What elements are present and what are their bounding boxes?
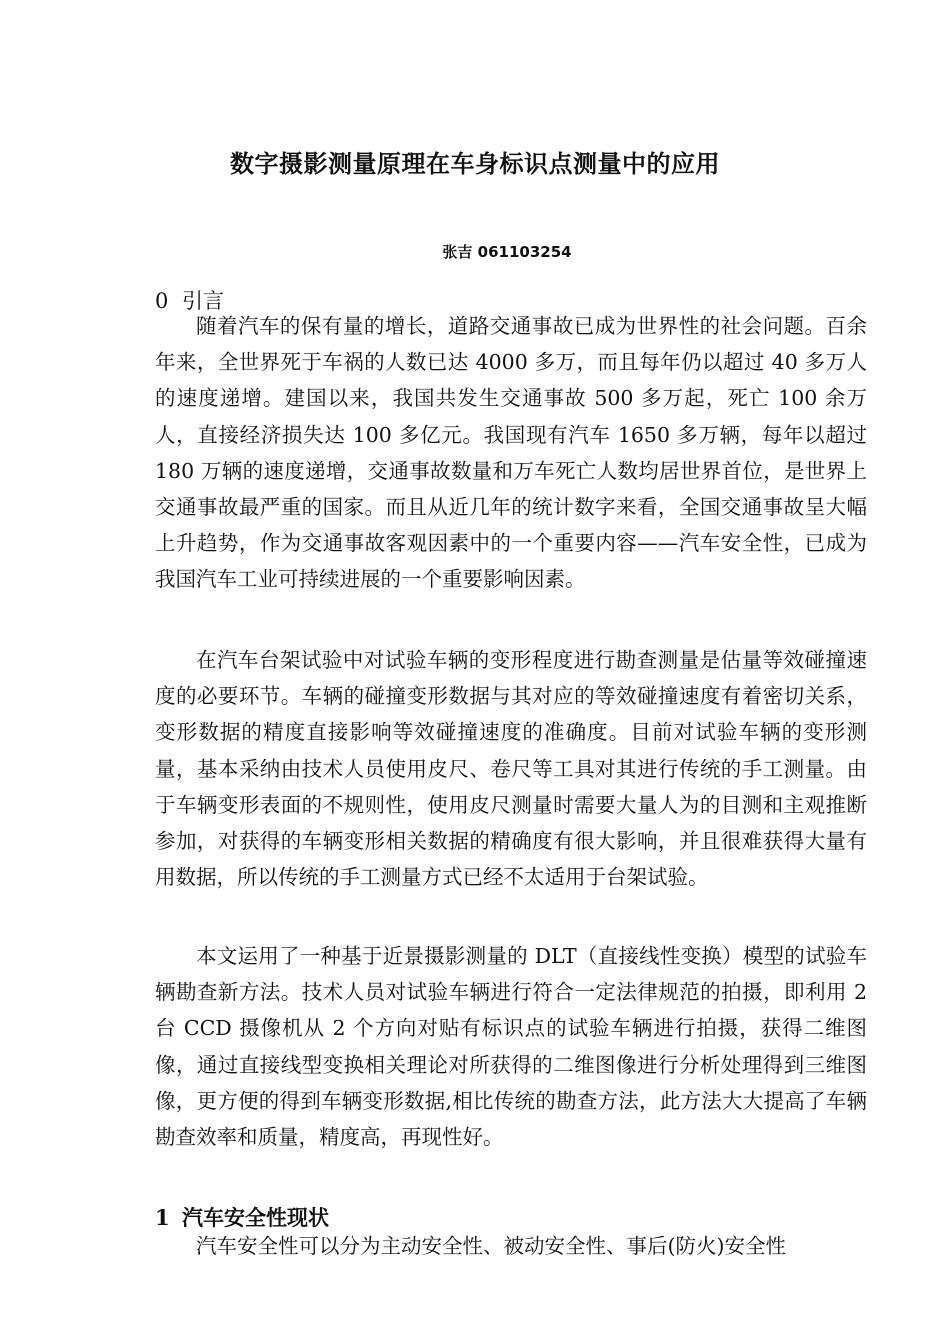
paragraph-intro-1: 随着汽车的保有量的增长，道路交通事故已成为世界性的社会问题。百余年来，全世界死于车祸的人数已达 4000 多万，而且每年仍以超过 40 多万人的速度递增。建国以来，我国共发生交通事故 500 多万起，死亡 100 余万人，直接经济损失达 100 多亿元。我国现有汽车 1650 多万辆，每年以超过 180 万辆的速度递增，交通事故数量和万车死亡人数均居世界首位，是世界上交通事故最严重的国家。而且从近几年的统计数字来看，全国交通事故呈大幅上升趋势，作为交通事故客观因素中的一个重要内容——汽车安全性，已成为我国汽车工业可持续进展的一个重要影响因素。 (155, 314, 867, 592)
section-number: 0 (155, 289, 169, 313)
paragraph-safety-1: 汽车安全性可以分为主动安全性、被动安全性、事后(防火)安全性 (196, 1234, 786, 1258)
section-title: 引言 (182, 289, 224, 313)
author-line: 张吉 061103254 (442, 243, 572, 261)
section-title: 汽车安全性现状 (182, 1205, 329, 1230)
document-title: 数字摄影测量原理在车身标识点测量中的应用 (230, 150, 720, 178)
section-number: 1 (155, 1205, 170, 1230)
paragraph-intro-2: 在汽车台架试验中对试验车辆的变形程度进行勘查测量是估量等效碰撞速度的必要环节。车辆的碰撞变形数据与其对应的等效碰撞速度有着密切关系，变形数据的精度直接影响等效碰撞速度的准确度。目前对试验车辆的变形测量，基本采纳由技术人员使用皮尺、卷尺等工具对其进行传统的手工测量。由于车辆变形表面的不规则性，使用皮尺测量时需要大量人为的目测和主观推断参加，对获得的车辆变形相关数据的精确度有很大影响，并且很难获得大量有用数据，所以传统的手工测量方式已经不太适用于台架试验。 (155, 648, 867, 890)
paragraph-intro-3: 本文运用了一种基于近景摄影测量的 DLT（直接线性变换）模型的试验车辆勘查新方法。技术人员对试验车辆进行符合一定法律规范的拍摄，即利用 2 台 CCD 摄像机从 2 个方向对贴有标识点的试验车辆进行拍摄，获得二维图像，通过直接线型变换相关理论对所获得的二维图像进行分析处理得到三维图像，更方便的得到车辆变形数据,相比传统的勘查方法，此方法大大提高了车辆勘查效率和质量，精度高，再现性好。 (155, 944, 867, 1150)
